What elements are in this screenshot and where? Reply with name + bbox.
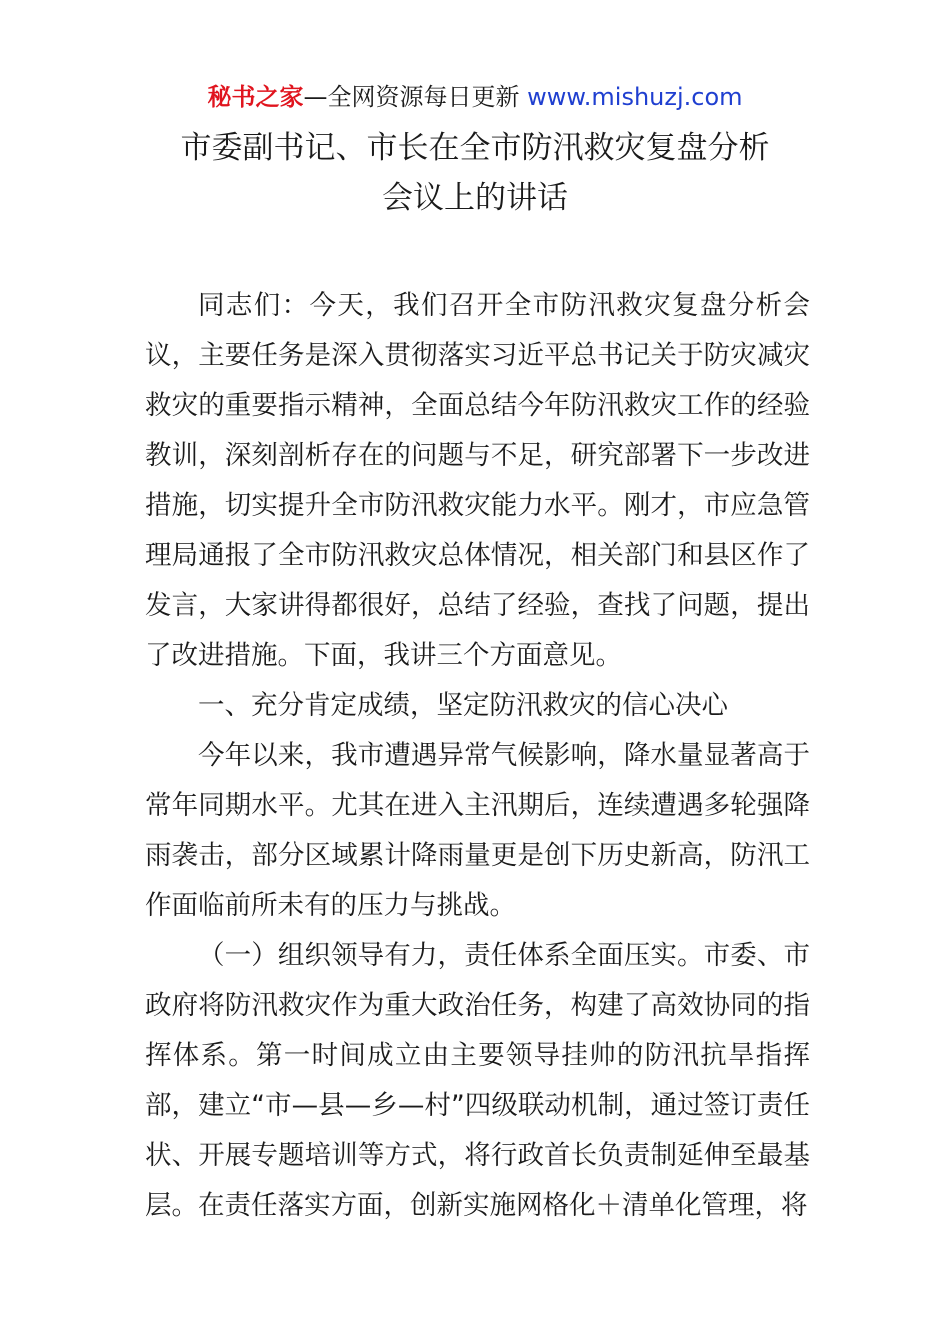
site-brand: 秘书之家: [207, 83, 304, 111]
paragraph-organization: （一）组织领导有力，责任体系全面压实。市委、市政府将防汛救灾作为重大政治任务，构建了高效协同的指挥体系。第一时间成立由主要领导挂帅的防汛抗旱指挥部，建立“市—县—乡—村”四级联动机制，通过签订责任状、开展专题培训等方式，将行政首长负责制延伸至最基层。在责任落实方面，创新实施网格化＋清单化管理，将: [145, 940, 810, 1221]
paragraph-opening: 同志们：今天，我们召开全市防汛救灾复盘分析会议，主要任务是深入贯彻落实习近平总书记关于防灾减灾救灾的重要指示精神，全面总结今年防汛救灾工作的经验教训，深刻剖析存在的问题与不足，研究部署下一步改进措施，切实提升全市防汛救灾能力水平。刚才，市应急管理局通报了全市防汛救灾总体情况，相关部门和县区作了发言，大家讲得都很好，总结了经验，查找了问题，提出了改进措施。下面，我讲三个方面意见。: [145, 290, 810, 671]
site-tagline: —全网资源每日更新: [303, 83, 520, 111]
site-url-link[interactable]: www.mishuzj.com: [527, 83, 743, 111]
document-title-line-2: 会议上的讲话: [382, 180, 568, 216]
document-title-line-1: 市委副书记、市长在全市防汛救灾复盘分析: [180, 130, 770, 166]
document-body: [145, 281, 810, 1231]
section-heading-1: 一、充分肯定成绩，坚定防汛救灾的信心决心: [198, 690, 728, 721]
paragraph-background: 今年以来，我市遭遇异常气候影响，降水量显著高于常年同期水平。尤其在进入主汛期后，连续遭遇多轮强降雨袭击，部分区域累计降雨量更是创下历史新高，防汛工作面临前所未有的压力与挑战。: [145, 740, 810, 921]
site-header: [0, 80, 950, 114]
